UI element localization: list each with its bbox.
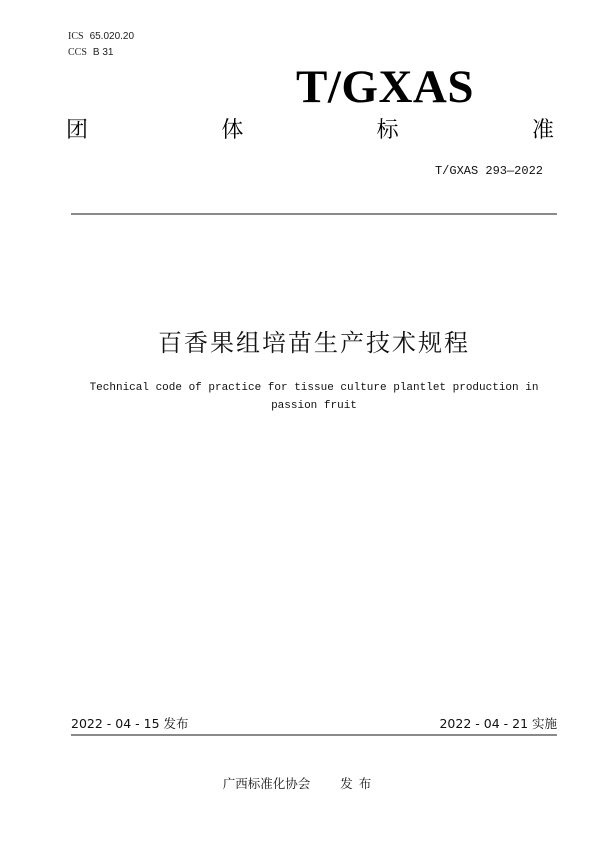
classification-codes	[68, 29, 134, 61]
standard-type-char: 标	[376, 118, 399, 143]
dates-row	[71, 715, 557, 733]
organization-code-heading: T/GXAS	[296, 61, 474, 113]
publish-date: 2022 - 04 - 15 发布	[71, 716, 189, 731]
english-title-line-2: passion fruit	[271, 400, 357, 412]
standard-type-char: 体	[221, 118, 244, 143]
standard-type-char: 准	[531, 118, 554, 143]
english-title-line-1: Technical code of practice for tissue culture plantlet production in	[89, 382, 539, 394]
publisher-line	[0, 774, 600, 794]
ics-code: 65.020.20	[89, 31, 135, 42]
implement-date: 2022 - 04 - 21 实施	[439, 716, 557, 731]
ics-row	[68, 29, 134, 45]
document-title-chinese: 百香果组培苗生产技术规程	[158, 329, 470, 357]
publisher-name: 广西标准化协会	[222, 776, 311, 791]
ccs-row	[68, 45, 134, 61]
document-title-english	[60, 379, 568, 415]
ccs-label: CCS	[68, 47, 87, 58]
top-divider	[71, 213, 557, 215]
bottom-divider	[71, 734, 557, 736]
issue-label: 发布	[340, 776, 378, 791]
ics-label: ICS	[68, 31, 84, 42]
ccs-code: B 31	[92, 47, 114, 58]
standard-type	[66, 116, 554, 146]
standard-number: T/GXAS 293—2022	[434, 164, 543, 178]
standard-type-char: 团	[66, 118, 89, 143]
